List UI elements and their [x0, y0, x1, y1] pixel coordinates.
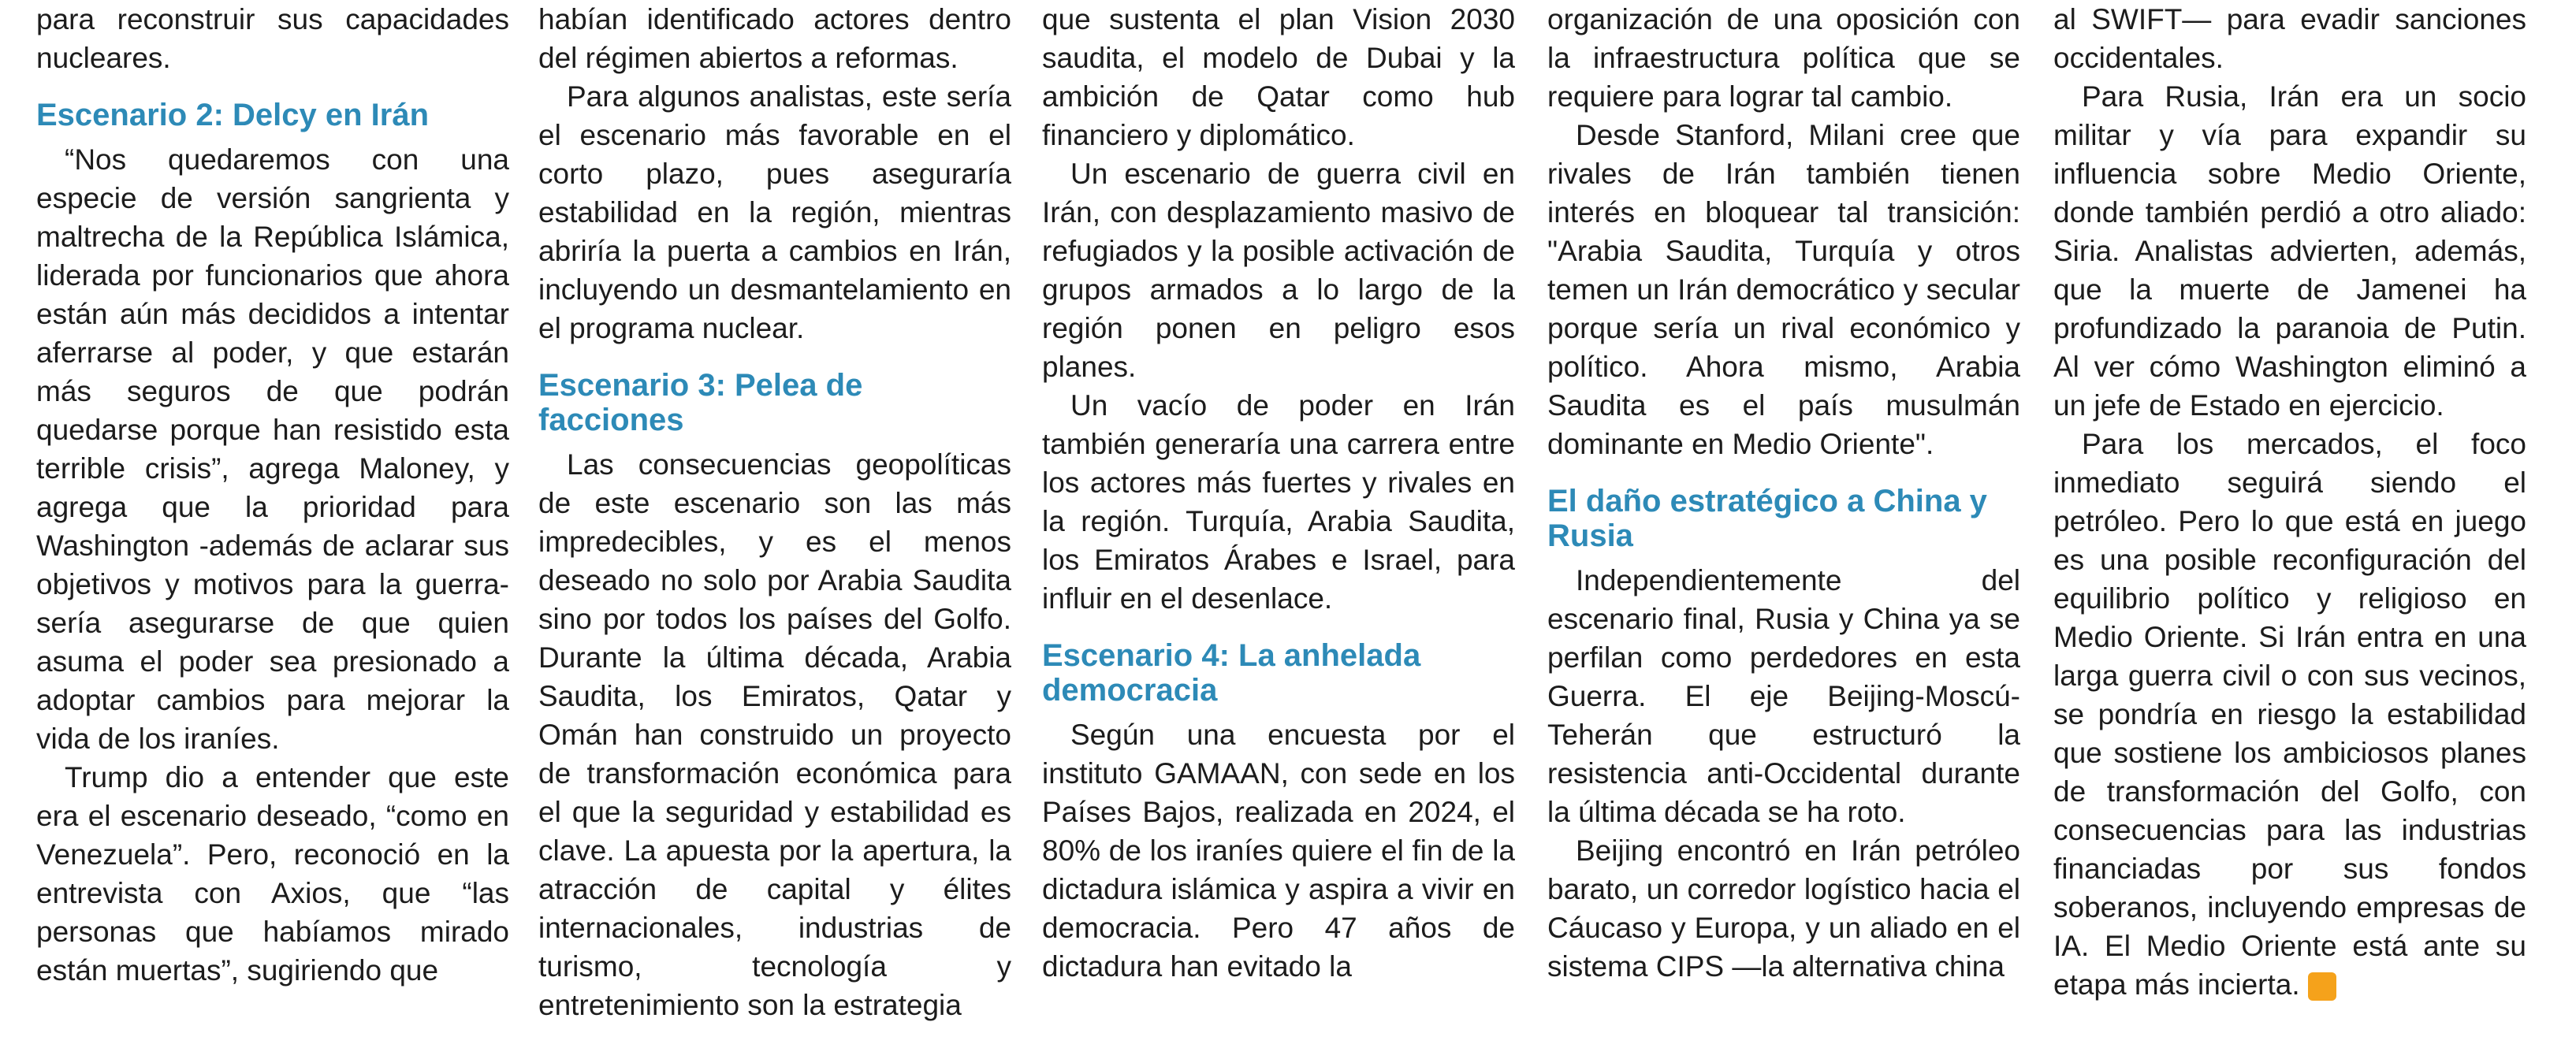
- paragraph-text: que sustenta el plan Vision 2030 saudita, el modelo de Dubai y la ambición de Qatar como hub financiero y diplomático.: [1042, 3, 1515, 151]
- column-5: [2053, 0, 2526, 1004]
- column-4: [1547, 0, 2020, 986]
- paragraph-text: Según una encuesta por el instituto GAMAAN, con sede en los Países Bajos, realizada en 2024, el 80% de los iraníes quiere el fin de la dictadura islámica y aspira a vivir en democracia. Pero 47 años de dictadura han evitado la: [1042, 719, 1515, 983]
- paragraph-text: Desde Stanford, Milani cree que rivales de Irán también tienen interés en bloquear tal transición: "Arabia Saudita, Turquía y otros temen un Irán democrático y secular porque sería un rival económico y político. Ahora mismo, Arabia Saudita es el país musulmán dominante en Medio Oriente".: [1547, 119, 2020, 460]
- paragraph: [36, 0, 509, 77]
- column-3: [1042, 0, 1515, 986]
- column-1: [36, 0, 509, 990]
- paragraph-text: Las consecuencias geopolíticas de este escenario son las más impredecibles, y es el menos deseado no solo por Arabia Saudita sino por todos los países del Golfo. Durante la última década, Arabia Saudita, los Emiratos, Qatar y Omán han construido un proyecto de transformación económica para el que la seguridad y estabilidad es clave. La apuesta por la apertura, la atracción de capital y élites internacionales, industrias de turismo, tecnología y entretenimiento son la estrategia: [538, 448, 1011, 1021]
- paragraph: [36, 140, 509, 758]
- paragraph: [538, 0, 1011, 77]
- paragraph-text: al SWIFT— para evadir sanciones occidentales.: [2053, 3, 2526, 74]
- paragraph: [2053, 0, 2526, 77]
- paragraph: [1042, 154, 1515, 386]
- section-heading: Escenario 4: La anhelada democracia: [1042, 638, 1421, 708]
- paragraph-text: Beijing encontró en Irán petróleo barato, un corredor logístico hacia el Cáucaso y Europa, y un aliado en el sistema CIPS —la alternativa china: [1547, 834, 2020, 983]
- paragraph: [1042, 386, 1515, 618]
- paragraph-text: Independientemente del escenario final, Rusia y China ya se perfilan como perdedores en esta Guerra. El eje Beijing-Moscú-Teherán que estructuró la resistencia anti-Occidental durante la última década se ha roto.: [1547, 564, 2020, 828]
- paragraph-text: organización de una oposición con la infraestructura política que se requiere para lograr tal cambio.: [1547, 3, 2020, 113]
- paragraph: [1547, 831, 2020, 986]
- section-heading: Escenario 2: Delcy en Irán: [36, 98, 430, 132]
- paragraph-text: Un vacío de poder en Irán también generaría una carrera entre los actores más fuertes y rivales en la región. Turquía, Arabia Saudita, los Emiratos Árabes e Israel, para influir en el desenlace.: [1042, 389, 1515, 615]
- paragraph-text: Para Rusia, Irán era un socio militar y vía para expandir su influencia sobre Medio Oriente, donde también perdió a otro aliado: Siria. Analistas advierten, además, que la muerte de Jamenei ha profundizado la paranoia de Putin. Al ver cómo Washington eliminó a un jefe de Estado en ejercicio.: [2053, 80, 2526, 422]
- paragraph-text: Para los mercados, el foco inmediato seguirá siendo el petróleo. Pero lo que está en juego es una posible reconfiguración del equilibrio político y religioso en Medio Oriente. Si Irán entra en una larga guerra civil o con sus vecinos, se pondría en riesgo la estabilidad que sostiene los ambiciosos planes de transformación del Golfo, con consecuencias para las industrias financiadas por sus fondos soberanos, incluyendo empresas de IA. El Medio Oriente está ante su etapa más incierta.: [2053, 428, 2526, 1001]
- paragraph: [1547, 561, 2020, 831]
- paragraph: [538, 445, 1011, 1024]
- paragraph: [1547, 0, 2020, 116]
- paragraph-text: para reconstruir sus capacidades nucleares.: [36, 3, 509, 74]
- end-mark-logo-icon: S: [2308, 972, 2336, 1001]
- paragraph-text: Un escenario de guerra civil en Irán, con desplazamiento masivo de refugiados y la posible activación de grupos armados a lo largo de la región ponen en peligro esos planes.: [1042, 158, 1515, 383]
- paragraph-text: habían identificado actores dentro del régimen abiertos a reformas.: [538, 3, 1011, 74]
- section-heading: Escenario 3: Pelea de facciones: [538, 368, 863, 437]
- column-2: [538, 0, 1011, 1024]
- paragraph-text: “Nos quedaremos con una especie de versión sangrienta y maltrecha de la República Islámica, liderada por funcionarios que ahora están aún más decididos a intentar aferrarse al poder, y que estarán más seguros de que podrán quedarse porque han resistido esta terrible crisis”, agrega Maloney, y agrega que la prioridad para Washington -además de aclarar sus objetivos y motivos para la guerra- sería asegurarse de que quien asuma el poder sea presionado a adoptar cambios para mejorar la vida de los iraníes.: [36, 143, 509, 755]
- paragraph: [36, 758, 509, 990]
- section-heading: El daño estratégico a China y Rusia: [1547, 484, 1987, 553]
- paragraph-text: Para algunos analistas, este sería el escenario más favorable en el corto plazo, pues aseguraría estabilidad en la región, mientras abriría la puerta a cambios en Irán, incluyendo un desmantelamiento en el programa nuclear.: [538, 80, 1011, 344]
- paragraph-text: Trump dio a entender que este era el escenario deseado, “como en Venezuela”. Pero, reconoció en la entrevista con Axios, que “las personas que habíamos mirado están muertas”, sugiriendo que: [36, 761, 509, 987]
- paragraph: [1547, 116, 2020, 463]
- paragraph: [2053, 425, 2526, 1004]
- paragraph: [538, 77, 1011, 347]
- paragraph: [1042, 715, 1515, 986]
- paragraph: [1042, 0, 1515, 154]
- paragraph: [2053, 77, 2526, 425]
